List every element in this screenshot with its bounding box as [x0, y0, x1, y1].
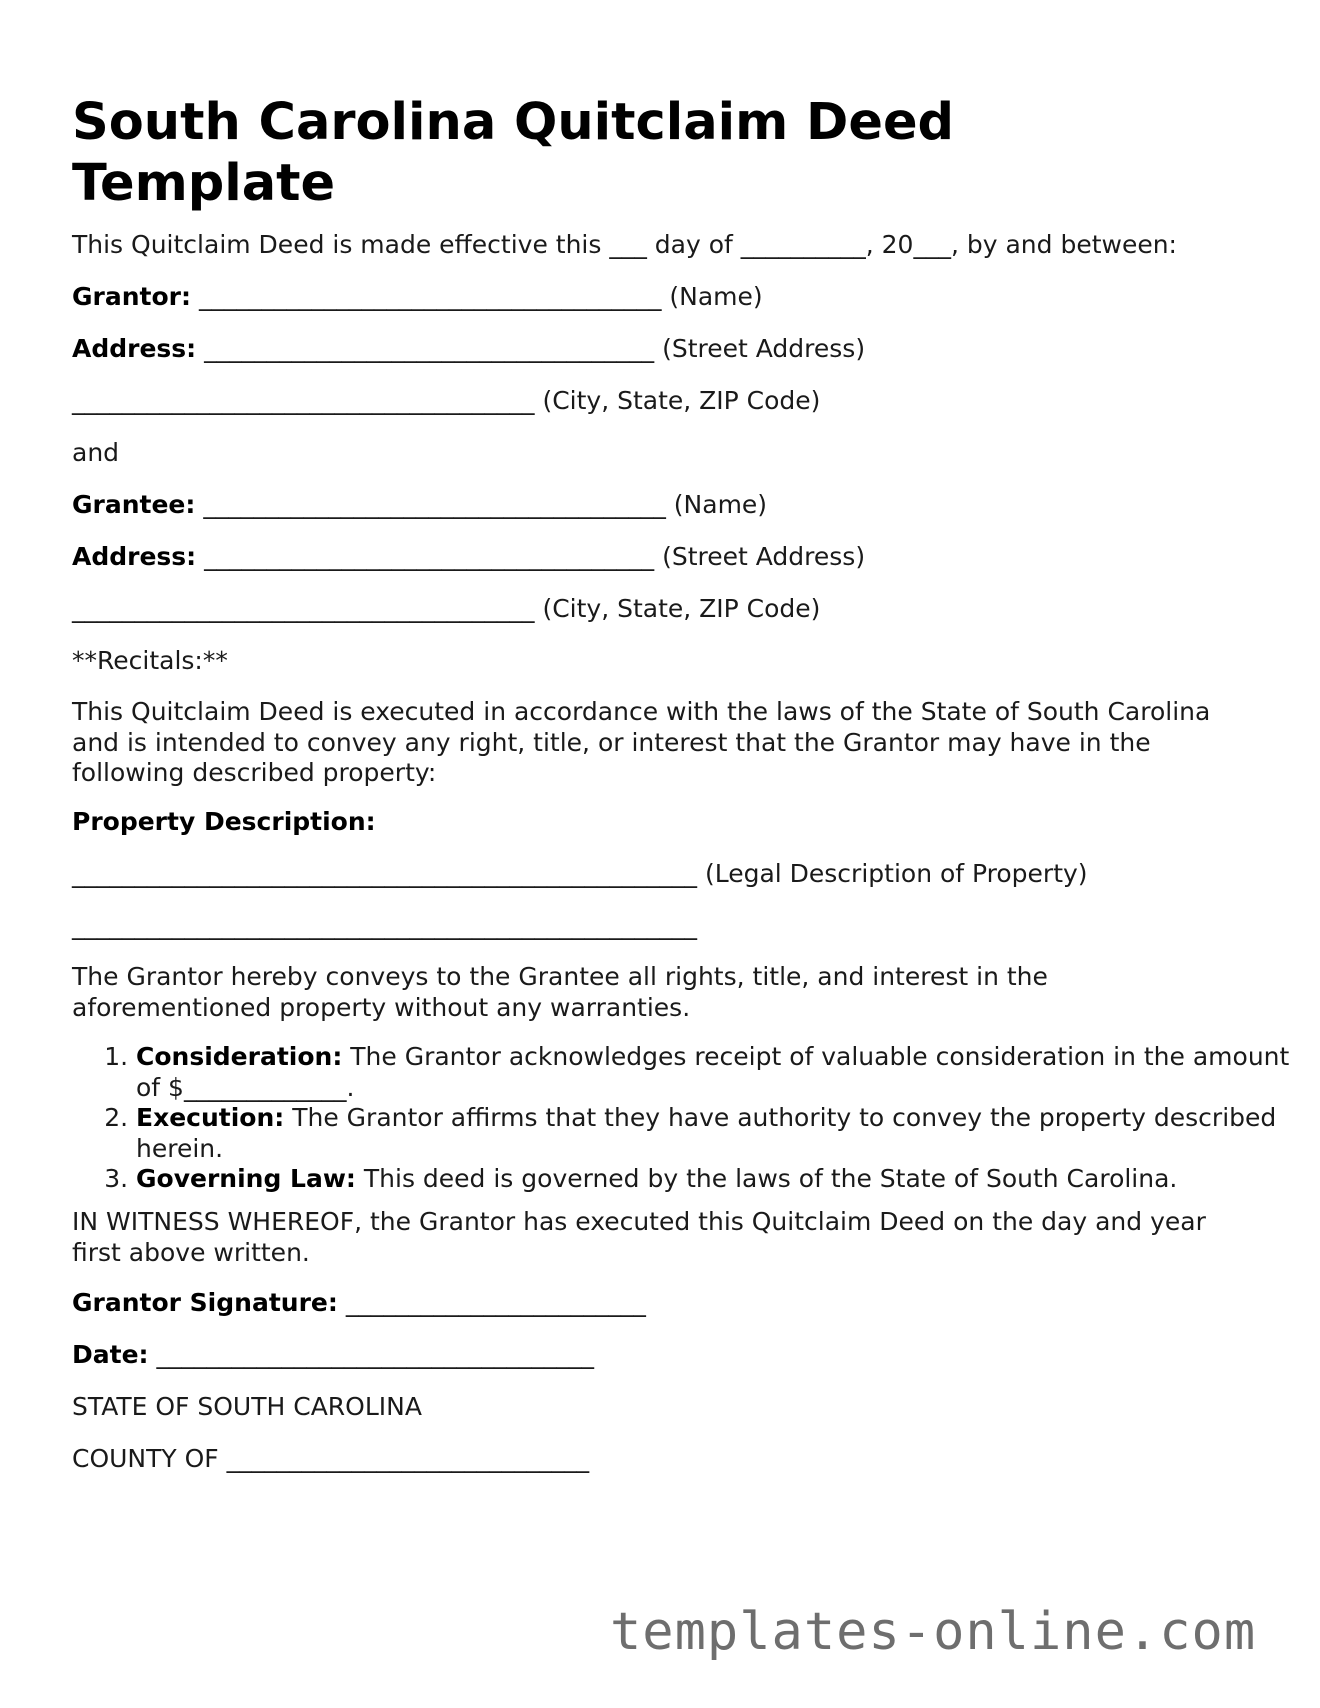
grantee-label: Grantee: [72, 490, 196, 519]
clause-item [136, 1164, 1316, 1195]
clause-label: Consideration: [136, 1042, 343, 1071]
county-field: _____________________________ [226, 1444, 590, 1473]
property-description-line-1: __________________________________________________ (Legal Description of Property) [72, 859, 1088, 888]
date-label: Date: [72, 1340, 149, 1369]
grantee-name-field: _____________________________________ (Name) [203, 490, 768, 519]
recitals-paragraph: This Quitclaim Deed is executed in accordance with the laws of the State of South Carolina and is intended to convey any right, title, or interest that the Grantor may have in the following described property: [72, 697, 1211, 787]
clause-text: The Grantor affirms that they have authority to convey the property described herein. [136, 1103, 1277, 1163]
clause-text: This deed is governed by the laws of the State of South Carolina. [355, 1164, 1178, 1193]
grantor-signature-row [72, 1287, 646, 1318]
page-title: South Carolina Quitclaim Deed Template [72, 93, 955, 213]
grantor-name-field: _____________________________________ (Name) [198, 282, 763, 311]
grantee-street-field: ____________________________________ (Street Address) [204, 542, 866, 571]
clauses-list [72, 1042, 1316, 1195]
witness-paragraph: IN WITNESS WHEREOF, the Grantor has executed this Quitclaim Deed on the day and year first above written. [72, 1207, 1206, 1267]
clause-label: Governing Law: [136, 1164, 356, 1193]
watermark: templates-online.com [610, 1602, 1257, 1662]
and-text: and [72, 438, 120, 467]
property-description-line-2: __________________________________________________ [72, 911, 697, 940]
grantor-address-label: Address: [72, 334, 197, 363]
conveyance-paragraph: The Grantor hereby conveys to the Grantee all rights, title, and interest in the aforementioned property without any warranties. [72, 962, 1048, 1022]
clause-text: The Grantor acknowledges receipt of valuable consideration in the amount of $_____________. [136, 1042, 1290, 1102]
county-row [72, 1443, 589, 1474]
grantee-address-row [72, 541, 865, 572]
grantor-signature-field: ________________________ [345, 1288, 646, 1317]
recitals-heading: **Recitals:** [72, 646, 228, 675]
grantor-city-field: _____________________________________ (City, State, ZIP Code) [72, 386, 821, 415]
grantor-signature-label: Grantor Signature: [72, 1288, 338, 1317]
clause-item [136, 1103, 1316, 1164]
grantor-address-row [72, 333, 865, 364]
state-text: STATE OF SOUTH CAROLINA [72, 1392, 422, 1421]
county-label: COUNTY OF [72, 1444, 219, 1473]
grantee-address-label: Address: [72, 542, 197, 571]
property-description-label: Property Description: [72, 807, 376, 836]
grantor-street-field: ____________________________________ (Street Address) [204, 334, 866, 363]
grantor-name-row [72, 281, 763, 312]
grantee-city-field: _____________________________________ (City, State, ZIP Code) [72, 594, 821, 623]
intro-line: This Quitclaim Deed is made effective this ___ day of __________, 20___, by and between: [72, 230, 1177, 259]
clause-item [136, 1042, 1316, 1103]
clause-label: Execution: [136, 1103, 285, 1132]
grantor-label: Grantor: [72, 282, 191, 311]
grantee-name-row [72, 489, 767, 520]
date-row [72, 1339, 594, 1370]
date-field: ___________________________________ [156, 1340, 594, 1369]
